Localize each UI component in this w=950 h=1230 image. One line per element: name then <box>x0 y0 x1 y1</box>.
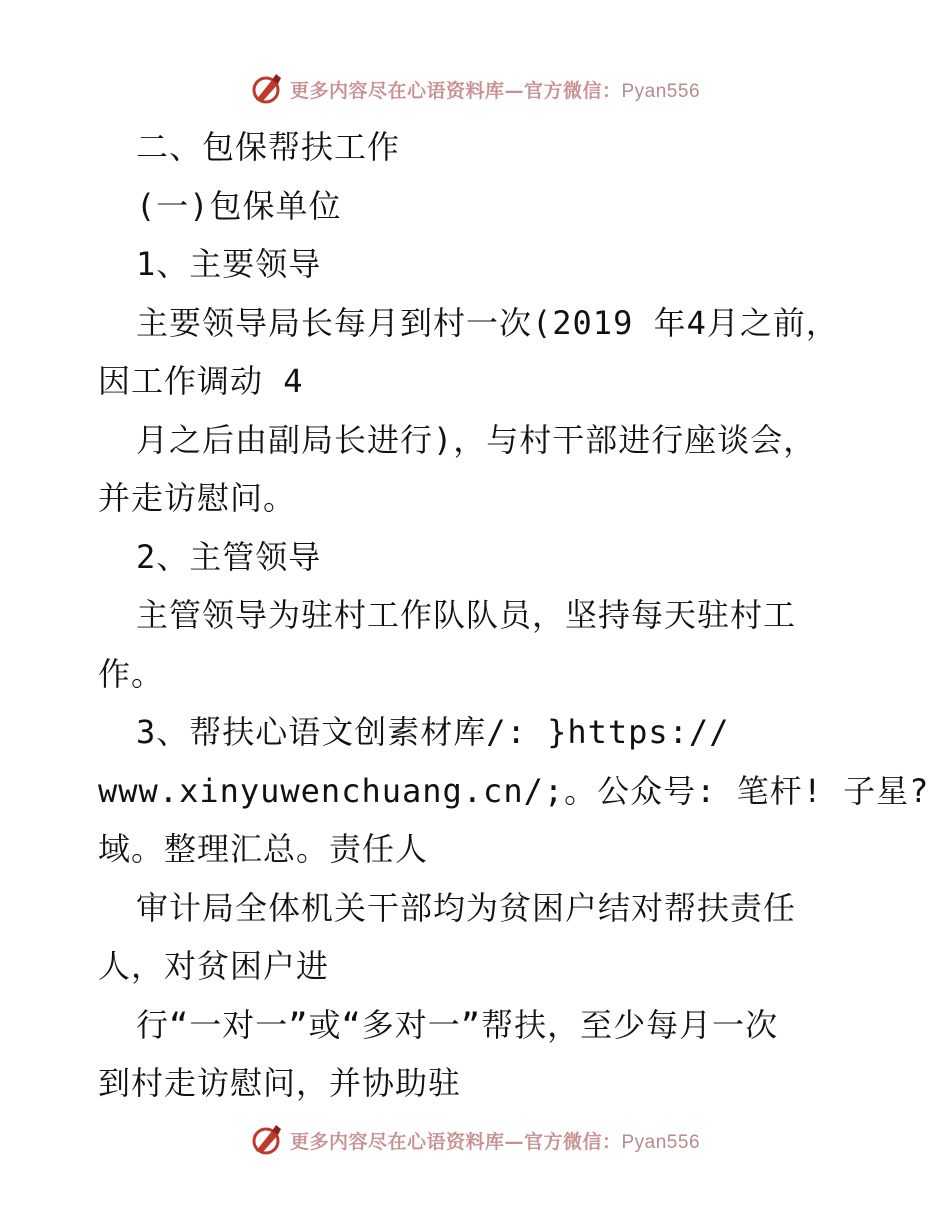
watermark-banner-bottom <box>0 1123 950 1157</box>
subsection-heading: (一)包保单位 <box>136 186 342 225</box>
paragraph-line: 因工作调动 4 <box>98 362 304 400</box>
watermark-text: 更多内容尽在心语资料库—官方微信：Pyan556 <box>289 79 701 102</box>
paragraph-line: 月之后由副局长进行)，与村干部进行座谈会， <box>136 420 817 459</box>
document-body <box>98 118 930 1113</box>
item-heading: 2、主管领导 <box>136 537 322 576</box>
section-heading: 二、包保帮扶工作 <box>136 128 401 166</box>
paragraph-line: 行“一对一”或“多对一”帮扶，至少每月一次 <box>136 1005 779 1044</box>
paragraph-line: 主要领导局长每月到村一次(2019 年4月之前， <box>136 303 839 342</box>
item-heading: 3、帮扶心语文创素材库/: }https:// <box>136 713 730 751</box>
paragraph-line: 到村走访慰问，并协助驻 <box>98 1064 462 1102</box>
red-pen-logo-icon <box>250 72 284 106</box>
paragraph-line: www.xinyuwenchuang.cn/;。公众号: 笔杆! 子星? <box>98 771 930 810</box>
red-pen-logo-icon <box>250 1123 284 1157</box>
paragraph-line: 作。 <box>98 654 165 693</box>
paragraph-line: 审计局全体机关干部均为贫困户结对帮扶责任 <box>136 888 797 927</box>
item-heading: 1、主要领导 <box>136 245 322 283</box>
paragraph-line: 并走访慰问。 <box>98 479 297 517</box>
paragraph-line: 主管领导为驻村工作队队员，坚持每天驻村工 <box>136 596 797 634</box>
paragraph-line: 域。整理汇总。责任人 <box>98 830 429 868</box>
watermark-banner-top <box>0 72 950 106</box>
watermark-text: 更多内容尽在心语资料库—官方微信：Pyan556 <box>289 1130 701 1153</box>
paragraph-line: 人，对贫困户进 <box>98 947 330 985</box>
